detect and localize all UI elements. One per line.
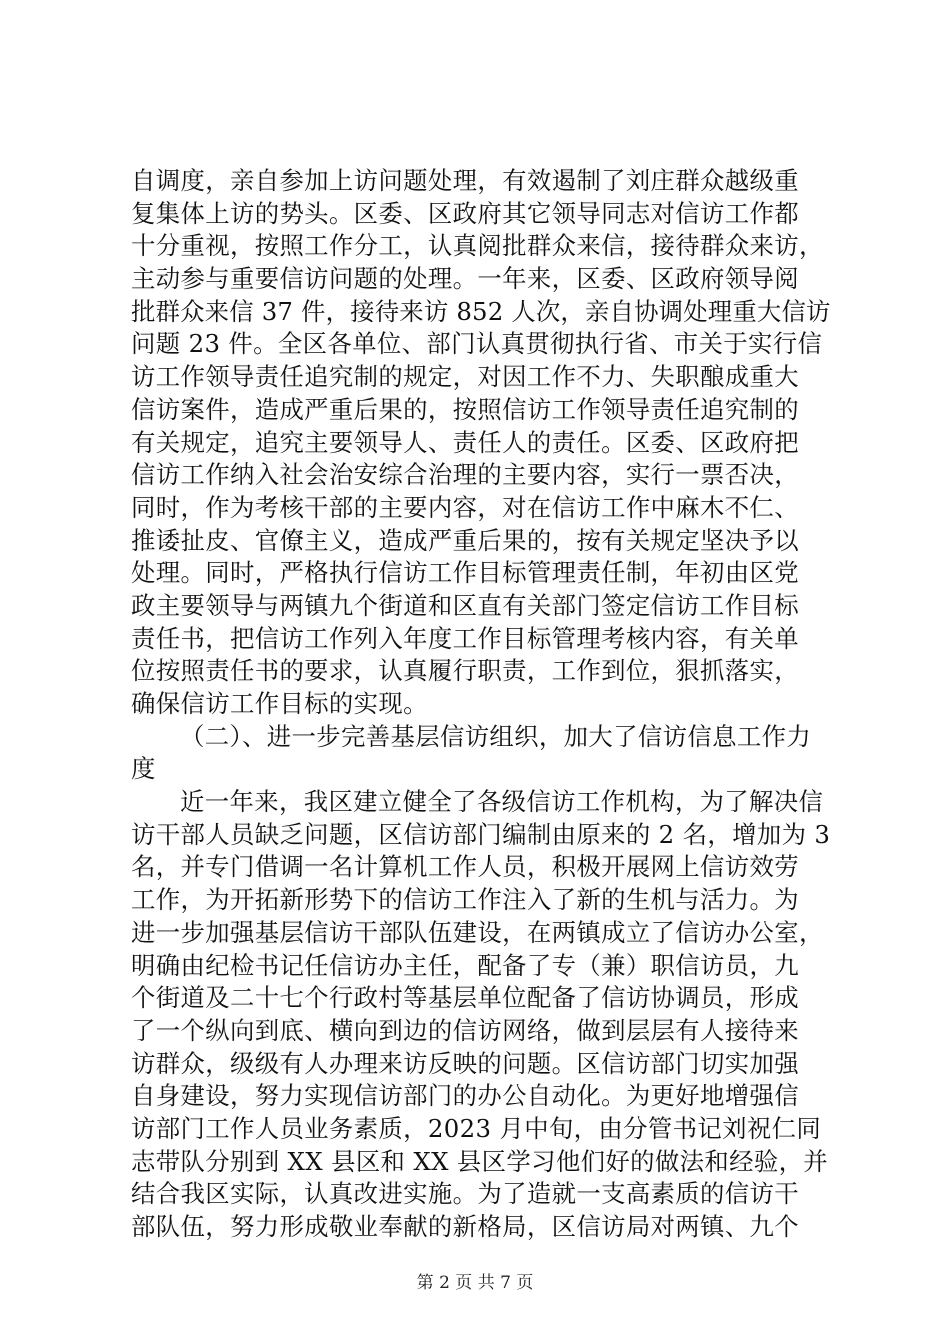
text-line: 名，并专门借调一名计算机工作人员，积极开展网上信访效劳 <box>131 852 799 882</box>
text-line: 了一个纵向到底、横向到边的信访网络，做到层层有人接待来 <box>131 1015 799 1045</box>
text-line: 工作，为开拓新形势下的信访工作注入了新的生机与活力。为 <box>131 885 799 915</box>
text-line: 志带队分别到 XX 县区和 XX 县区学习他们好的做法和经验，并 <box>131 1146 829 1176</box>
text-line: 部队伍，努力形成敬业奉献的新格局，区信访局对两镇、九个 <box>131 1212 799 1241</box>
text-line: 信访案件，造成严重后果的，按照信访工作领导责任追究制的 <box>131 394 799 424</box>
text-line: 进一步加强基层信访干部队伍建设，在两镇成立了信访办公室， <box>131 917 824 947</box>
text-line: 处理。同时，严格执行信访工作目标管理责任制，年初由区党 <box>131 558 799 588</box>
text-line: 个街道及二十七个行政村等基层单位配备了信访协调员，形成 <box>131 983 799 1013</box>
text-line: 自身建设，努力实现信访部门的办公自动化。为更好地增强信 <box>131 1081 799 1111</box>
text-line: 访群众，级级有人办理来访反映的问题。区信访部门切实加强 <box>131 1048 799 1078</box>
text-line: 度 <box>131 754 156 784</box>
text-line: 责任书，把信访工作列入年度工作目标管理考核内容，有关单 <box>131 623 799 653</box>
text-line: 推诿扯皮、官僚主义，造成严重后果的，按有关规定坚决予以 <box>131 525 799 555</box>
text-line: 主动参与重要信访问题的处理。一年来，区委、区政府领导阅 <box>131 264 799 294</box>
text-line: 批群众来信 37 件，接待来访 852 人次，亲自协调处理重大信访 <box>131 296 831 326</box>
text-line: 结合我区实际，认真改进实施。为了造就一支高素质的信访干 <box>131 1179 799 1209</box>
text-line: 十分重视，按照工作分工，认真阅批群众来信，接待群众来访， <box>131 231 824 261</box>
body-text <box>131 165 831 1244</box>
text-line: 位按照责任书的要求，认真履行职责，工作到位，狠抓落实， <box>131 656 799 686</box>
text-line: 同时，作为考核干部的主要内容，对在信访工作中麻木不仁、 <box>131 492 799 522</box>
text-line: 确保信访工作目标的实现。 <box>131 689 428 718</box>
text-line: 复集体上访的势头。区委、区政府其它领导同志对信访工作都 <box>131 198 799 228</box>
text-line: 访干部人员缺乏问题，区信访部门编制由原来的 2 名，增加为 3 <box>131 819 831 849</box>
text-line: 访工作领导责任追究制的规定，对因工作不力、失职酿成重大 <box>131 362 799 392</box>
text-line: 问题 23 件。全区各单位、部门认真贯彻执行省、市关于实行信 <box>131 329 823 359</box>
text-line: 政主要领导与两镇九个街道和区直有关部门签定信访工作目标 <box>131 590 799 620</box>
text-line: 自调度，亲自参加上访问题处理，有效遏制了刘庄群众越级重 <box>131 166 799 195</box>
text-line: 访部门工作人员业务素质，2023 月中旬，由分管书记刘祝仁同 <box>131 1113 822 1143</box>
page-number-footer: 第 2 页 共 7 页 <box>416 1273 534 1293</box>
text-line: 近一年来，我区建立健全了各级信访工作机构，为了解决信 <box>180 787 824 817</box>
text-line: 有关规定，追究主要领导人、责任人的责任。区委、区政府把 <box>131 427 799 457</box>
text-line: 信访工作纳入社会治安综合治理的主要内容，实行一票否决， <box>131 460 799 490</box>
text-line: （二）、进一步完善基层信访组织，加大了信访信息工作力 <box>180 721 812 751</box>
text-line: 明确由纪检书记任信访办主任，配备了专（兼）职信访员，九 <box>131 950 799 980</box>
